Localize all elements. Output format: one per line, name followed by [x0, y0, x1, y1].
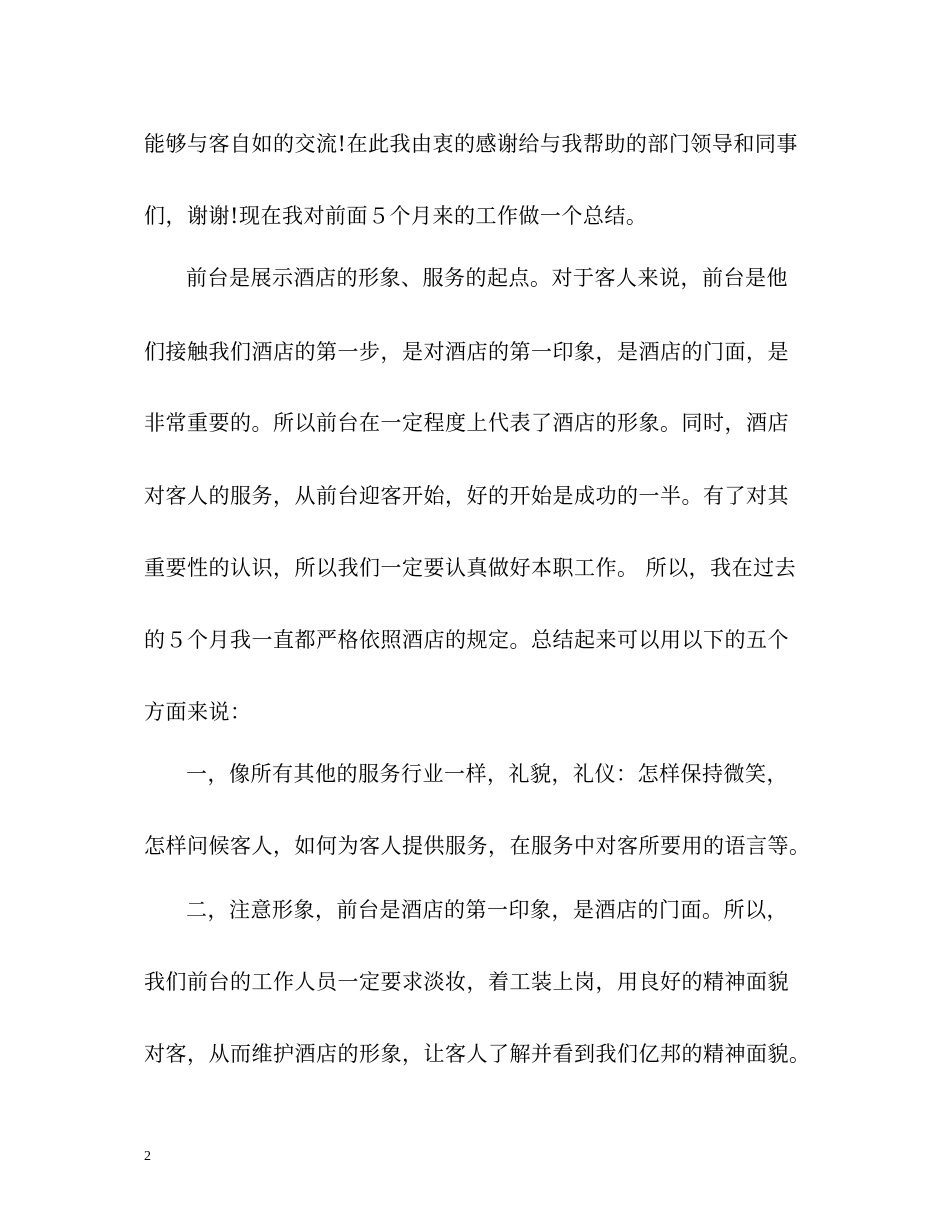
text-line: 非常重要的。所以前台在一定程度上代表了酒店的形象。同时，酒店 [144, 411, 789, 435]
text-line: 能够与客自如的交流!在此我由衷的感谢给与我帮助的部门领导和同事 [144, 132, 798, 156]
text-line: 对客人的服务，从前台迎客开始，好的开始是成功的一半。有了对其 [144, 484, 789, 508]
text-line: 重要性的认识，所以我们一定要认真做好本职工作。 所以，我在过去 [144, 556, 797, 580]
page-number: 2 [144, 1149, 151, 1164]
text-line: 对客，从而维护酒店的形象，让客人了解并看到我们亿邦的精神面貌。 [144, 1042, 811, 1066]
text-line: 怎样问候客人，如何为客人提供服务，在服务中对客所要用的语言等。 [144, 834, 811, 858]
paragraph-first-line: 一，像所有其他的服务行业一样，礼貌，礼仪：怎样保持微笑， [186, 762, 788, 786]
text-line: 我们前台的工作人员一定要求淡妆，着工装上岗，用良好的精神面貌 [144, 970, 789, 994]
paragraph-first-line: 前台是展示酒店的形象、服务的起点。对于客人来说，前台是他 [186, 266, 788, 290]
text-line: 方面来说： [144, 700, 252, 724]
paragraph-first-line: 二，注意形象，前台是酒店的第一印象，是酒店的门面。所以， [186, 898, 788, 922]
text-line: 们接触我们酒店的第一步，是对酒店的第一印象，是酒店的门面，是 [144, 340, 789, 364]
text-line: 的５个月我一直都严格依照酒店的规定。总结起来可以用以下的五个 [144, 628, 789, 652]
text-line: 们，谢谢!现在我对前面５个月来的工作做一个总结。 [144, 204, 648, 228]
